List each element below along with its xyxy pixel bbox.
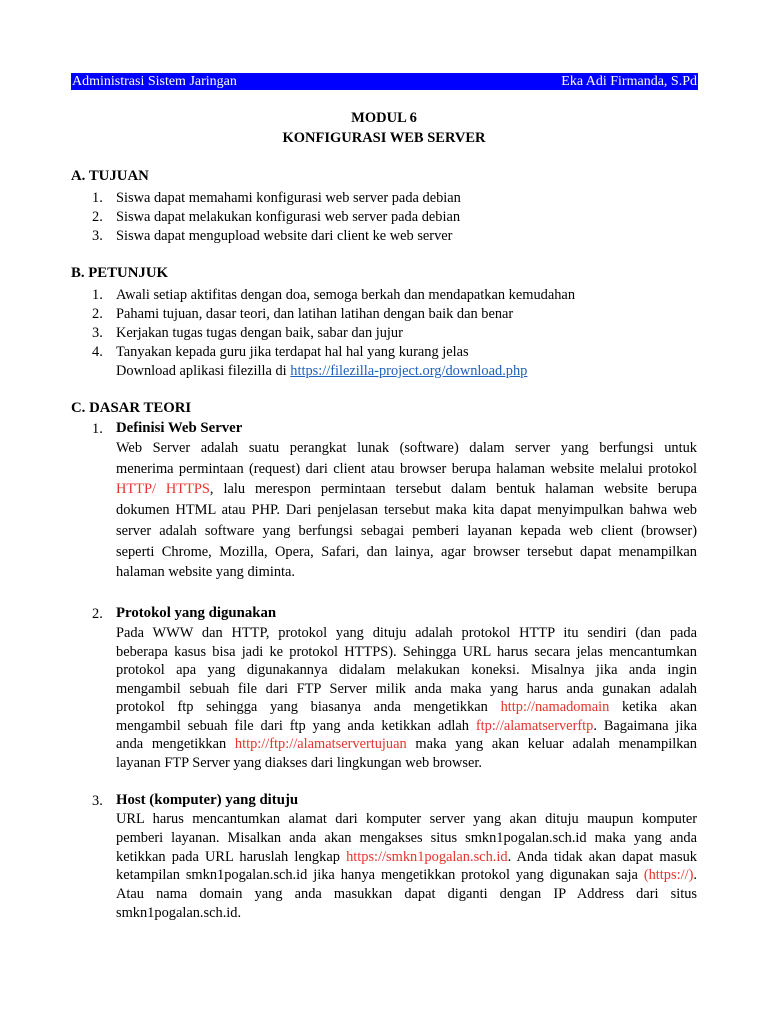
list-item: Awali setiap aktifitas dengan doa, semoga berkah dan mendapatkan kemudahan [116,287,576,303]
red-text: ftp://alamatserverftp [475,718,594,734]
subsection-number: 3. [92,793,103,809]
list-number: 1. [92,287,103,303]
header-author: Eka Adi Firmanda, S.Pd [561,74,697,89]
red-text: http://ftp://alamatservertujuan [234,736,407,752]
text-line: mengambil sebuah file dari FTP Server milik anda maka yang harus anda gunakan adalah [116,681,697,697]
text-line: halaman website yang diminta. [116,564,296,580]
list-number: 2. [92,306,103,322]
list-item: Kerjakan tugas tugas dengan baik, sabar dan jujur [116,325,403,341]
header-course-title: Administrasi Sistem Jaringan [72,74,237,89]
text-line: dokumen HTML atau PHP. Dari penjelasan tersebut maka kita dapat menyimpulkan bahwa web [116,502,697,518]
text-span: protokol ftp sehingga yang biasanya anda mengetikkan [116,699,501,715]
filezilla-download-link[interactable]: https://filezilla-project.org/download.php [290,363,528,379]
text-line: Atau nama domain yang anda masukkan dapat diganti dengan IP Address dari situs [116,886,697,902]
download-line [116,363,527,380]
module-title: KONFIGURASI WEB SERVER [282,130,486,146]
text-line [116,867,697,884]
list-number: 3. [92,325,103,341]
text-line: server adalah software yang berfungsi sebagai pemberi layanan kepada web client (browser) [116,523,697,539]
text-span: . Bagaimana jika [593,718,697,734]
text-span: . Anda tidak akan dapat masuk [507,849,697,865]
text-span: ketika akan [609,699,697,715]
text-line: protokol apa yang digunakannya didalam melakukan koneksi. Misalnya jika anda ingin [116,662,697,678]
text-line: seperti Chrome, Mozilla, Opera, Safari, dan lainya, agar browser tersebut dapat menampilkan [116,544,697,560]
text-line [116,481,697,498]
text-line [116,699,697,716]
section-tujuan-heading: A. TUJUAN [71,168,149,184]
list-number: 3. [92,228,103,244]
list-number: 2. [92,209,103,225]
module-number: MODUL 6 [351,110,417,126]
list-item: Siswa dapat mengupload website dari client ke web server [116,228,453,244]
red-text: http://namadomain [500,699,610,715]
red-text: HTTP/ HTTPS [116,481,210,497]
text-line: Pada WWW dan HTTP, protokol yang dituju adalah protokol HTTP itu sendiri (dan pada [116,625,697,641]
section-petunjuk-heading: B. PETUNJUK [71,265,169,281]
text-span: ketikkan pada URL haruslah lengkap [116,849,347,865]
section-dasar-teori-heading: C. DASAR TEORI [71,400,192,416]
subsection-number: 2. [92,606,103,622]
text-line: Web Server adalah suatu perangkat lunak (software) dalam server yang berfungsi untuk [116,440,697,456]
text-line: smkn1pogalan.sch.id. [116,905,242,921]
list-number: 1. [92,190,103,206]
list-item: Pahami tujuan, dasar teori, dan latihan latihan dengan baik dan benar [116,306,514,322]
subsection-number: 1. [92,421,103,437]
text-span: maka yang akan keluar adalah menampilkan [406,736,697,752]
text-span: , lalu merespon permintaan tersebut dalam bentuk halaman website berupa [209,481,697,497]
text-line: layanan FTP Server yang diakses dari lingkungan web browser. [116,755,482,771]
subsection-title-host: Host (komputer) yang dituju [116,792,299,808]
list-number: 4. [92,344,103,360]
list-item: Siswa dapat melakukan konfigurasi web server pada debian [116,209,461,225]
text-span: anda mengetikkan [116,736,235,752]
header-bar [71,73,698,90]
red-text: https://smkn1pogalan.sch.id [346,849,508,865]
red-text: (https://) [643,867,694,883]
text-line [116,736,697,753]
subsection-title-protokol: Protokol yang digunakan [116,605,277,621]
text-line: URL harus mencantumkan alamat dari komputer server yang akan dituju maupun komputer [116,811,697,827]
text-line [116,849,697,866]
list-item: Siswa dapat memahami konfigurasi web server pada debian [116,190,461,206]
text-line: menerima permintaan (request) dari client atau browser berupa halaman website melalui protokol [116,461,697,477]
text-span: ketampilan smkn1pogalan.sch.id jika hanya mengetikkan protokol yang digunakan saja [116,867,644,883]
text-line: pemberi layanan. Misalkan anda akan mengakses situs smkn1pogalan.sch.id maka yang anda [116,830,697,846]
text-line [116,718,697,735]
list-item: Tanyakan kepada guru jika terdapat hal hal yang kurang jelas [116,344,469,360]
text-span: . [693,867,697,883]
text-span: mengambil sebuah file dari ftp yang anda ketikkan adlah [116,718,476,734]
subsection-title-definisi: Definisi Web Server [116,420,243,436]
download-prefix: Download aplikasi filezilla di [116,363,291,379]
text-line: beberapa kasus bisa jadi ke protokol HTTPS). Sehingga URL harus secara jelas mencantumkan [116,644,697,660]
